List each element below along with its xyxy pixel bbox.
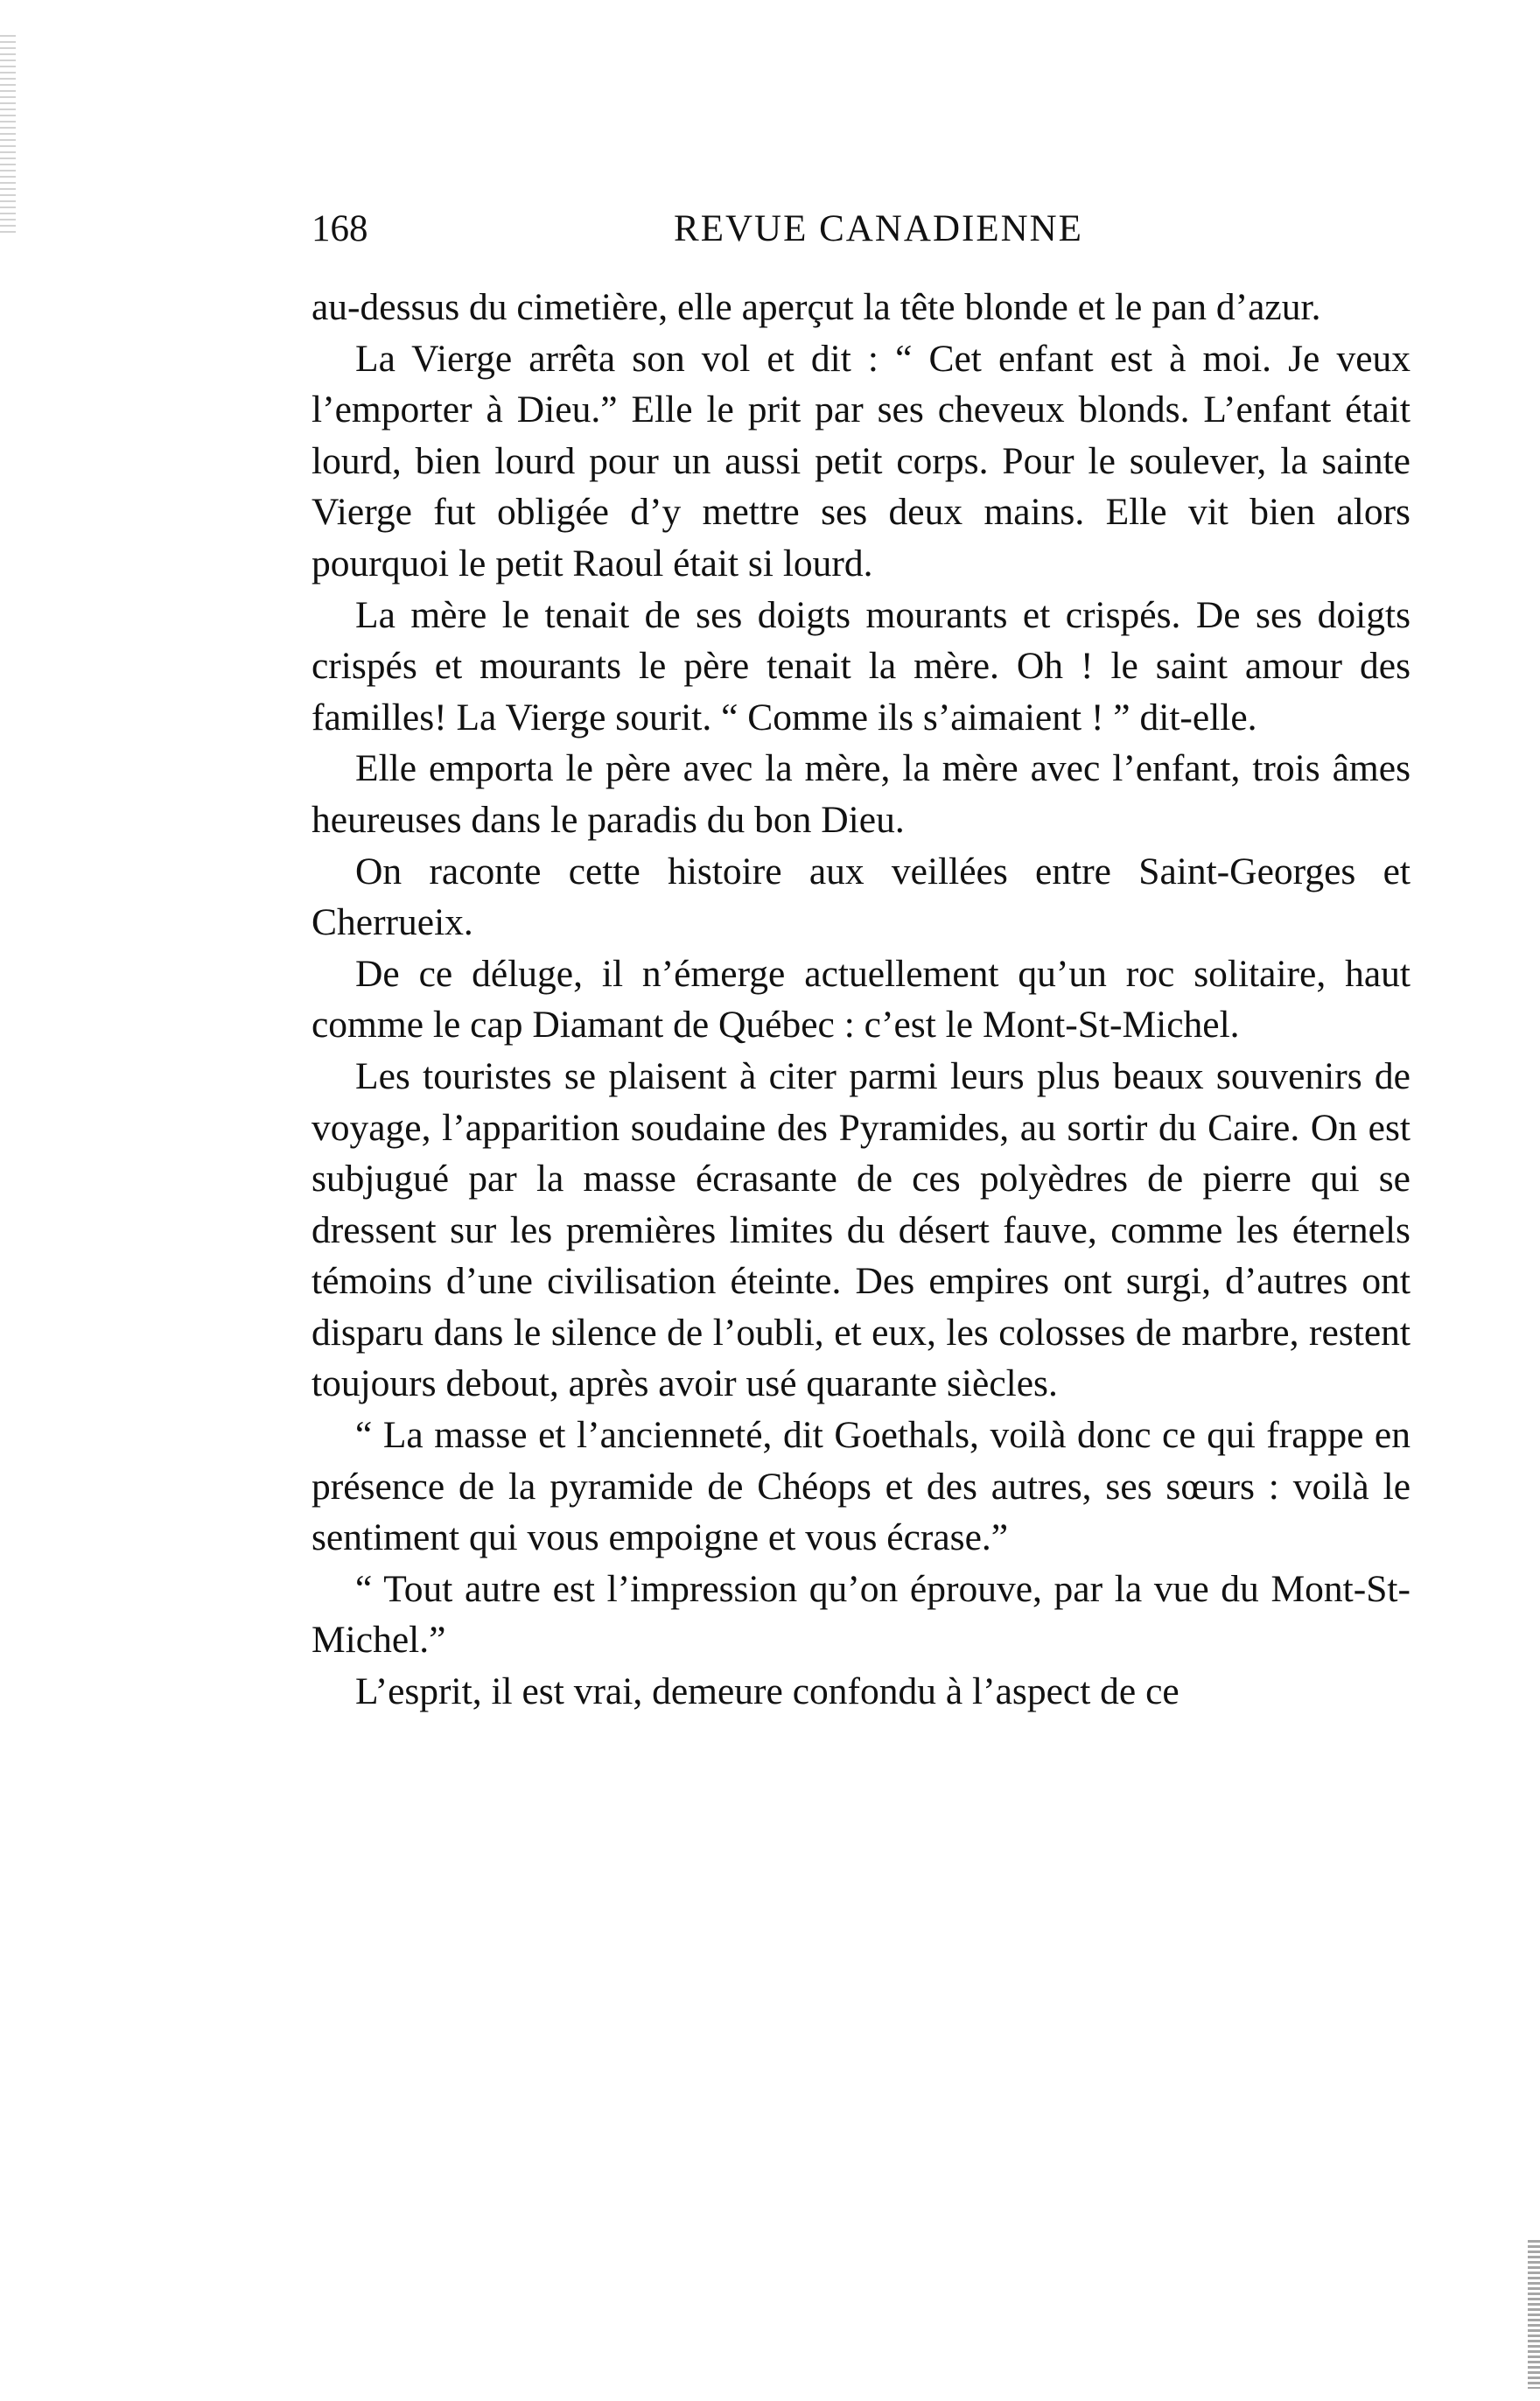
paragraph-continuation: au-dessus du cimetière, elle aperçut la tête blonde et le pan d’azur.: [312, 286, 1321, 328]
paragraph: La Vierge arrêta son vol et dit : “ Cet enfant est à moi. Je veux l’emporter à Dieu.” Elle le prit par ses cheveux blonds. L’enfant était lourd, bien lourd pour un aussi petit corps. Pour le soulever, la sainte Vierge fut obligée d’y mettre ses deux mains. Elle vit bien alors pourquoi le petit Raoul était si lourd.: [312, 337, 1410, 584]
paragraph: “ La masse et l’ancienneté, dit Goethals, voilà donc ce qui frappe en présence de la pyramide de Chéops et des autres, ses sœurs : voilà le sentiment qui vous empoigne et vous écrase.”: [312, 1414, 1410, 1559]
running-title: REVUE CANADIENNE: [674, 208, 1083, 249]
scan-edge-marks-left: [0, 35, 16, 236]
paragraph: Les touristes se plaisent à citer parmi leurs plus beaux souvenirs de voyage, l’apparition soudaine des Pyramides, au sortir du Caire. On est subjugué par la masse écrasante de ces polyèdres de pierre qui se dressent sur les premières limites du désert fauve, comme les éternels témoins d’une civilisation éteinte. Des empires ont surgi, d’autres ont disparu dans le silence de l’oubli, et eux, les colosses de marbre, restent toujours debout, après avoir usé quarante siècles.: [312, 1054, 1410, 1405]
paragraph: De ce déluge, il n’émerge actuellement qu’un roc solitaire, haut comme le cap Diamant de Québec : c’est le Mont-St-Michel.: [312, 952, 1410, 1046]
scan-edge-marks-right: [1528, 2240, 1540, 2389]
paragraph: Elle emporta le père avec la mère, la mère avec l’enfant, trois âmes heureuses dans le paradis du bon Dieu.: [312, 747, 1410, 841]
paragraph: L’esprit, il est vrai, demeure confondu à l’aspect de ce: [355, 1670, 1180, 1713]
page-header: [312, 203, 1410, 256]
paragraph: La mère le tenait de ses doigts mourants et crispés. De ses doigts crispés et mourants le père tenait la mère. Oh ! le saint amour des familles! La Vierge sourit. “ Comme ils s’aimaient ! ” dit-elle.: [312, 593, 1410, 738]
paragraph: On raconte cette histoire aux veillées entre Saint-Georges et Cherrueix.: [312, 850, 1410, 944]
paragraph: “ Tout autre est l’impression qu’on éprouve, par la vue du Mont-St-Michel.”: [312, 1567, 1410, 1662]
page-number: 168: [312, 208, 368, 249]
body-text: [312, 282, 1410, 1718]
